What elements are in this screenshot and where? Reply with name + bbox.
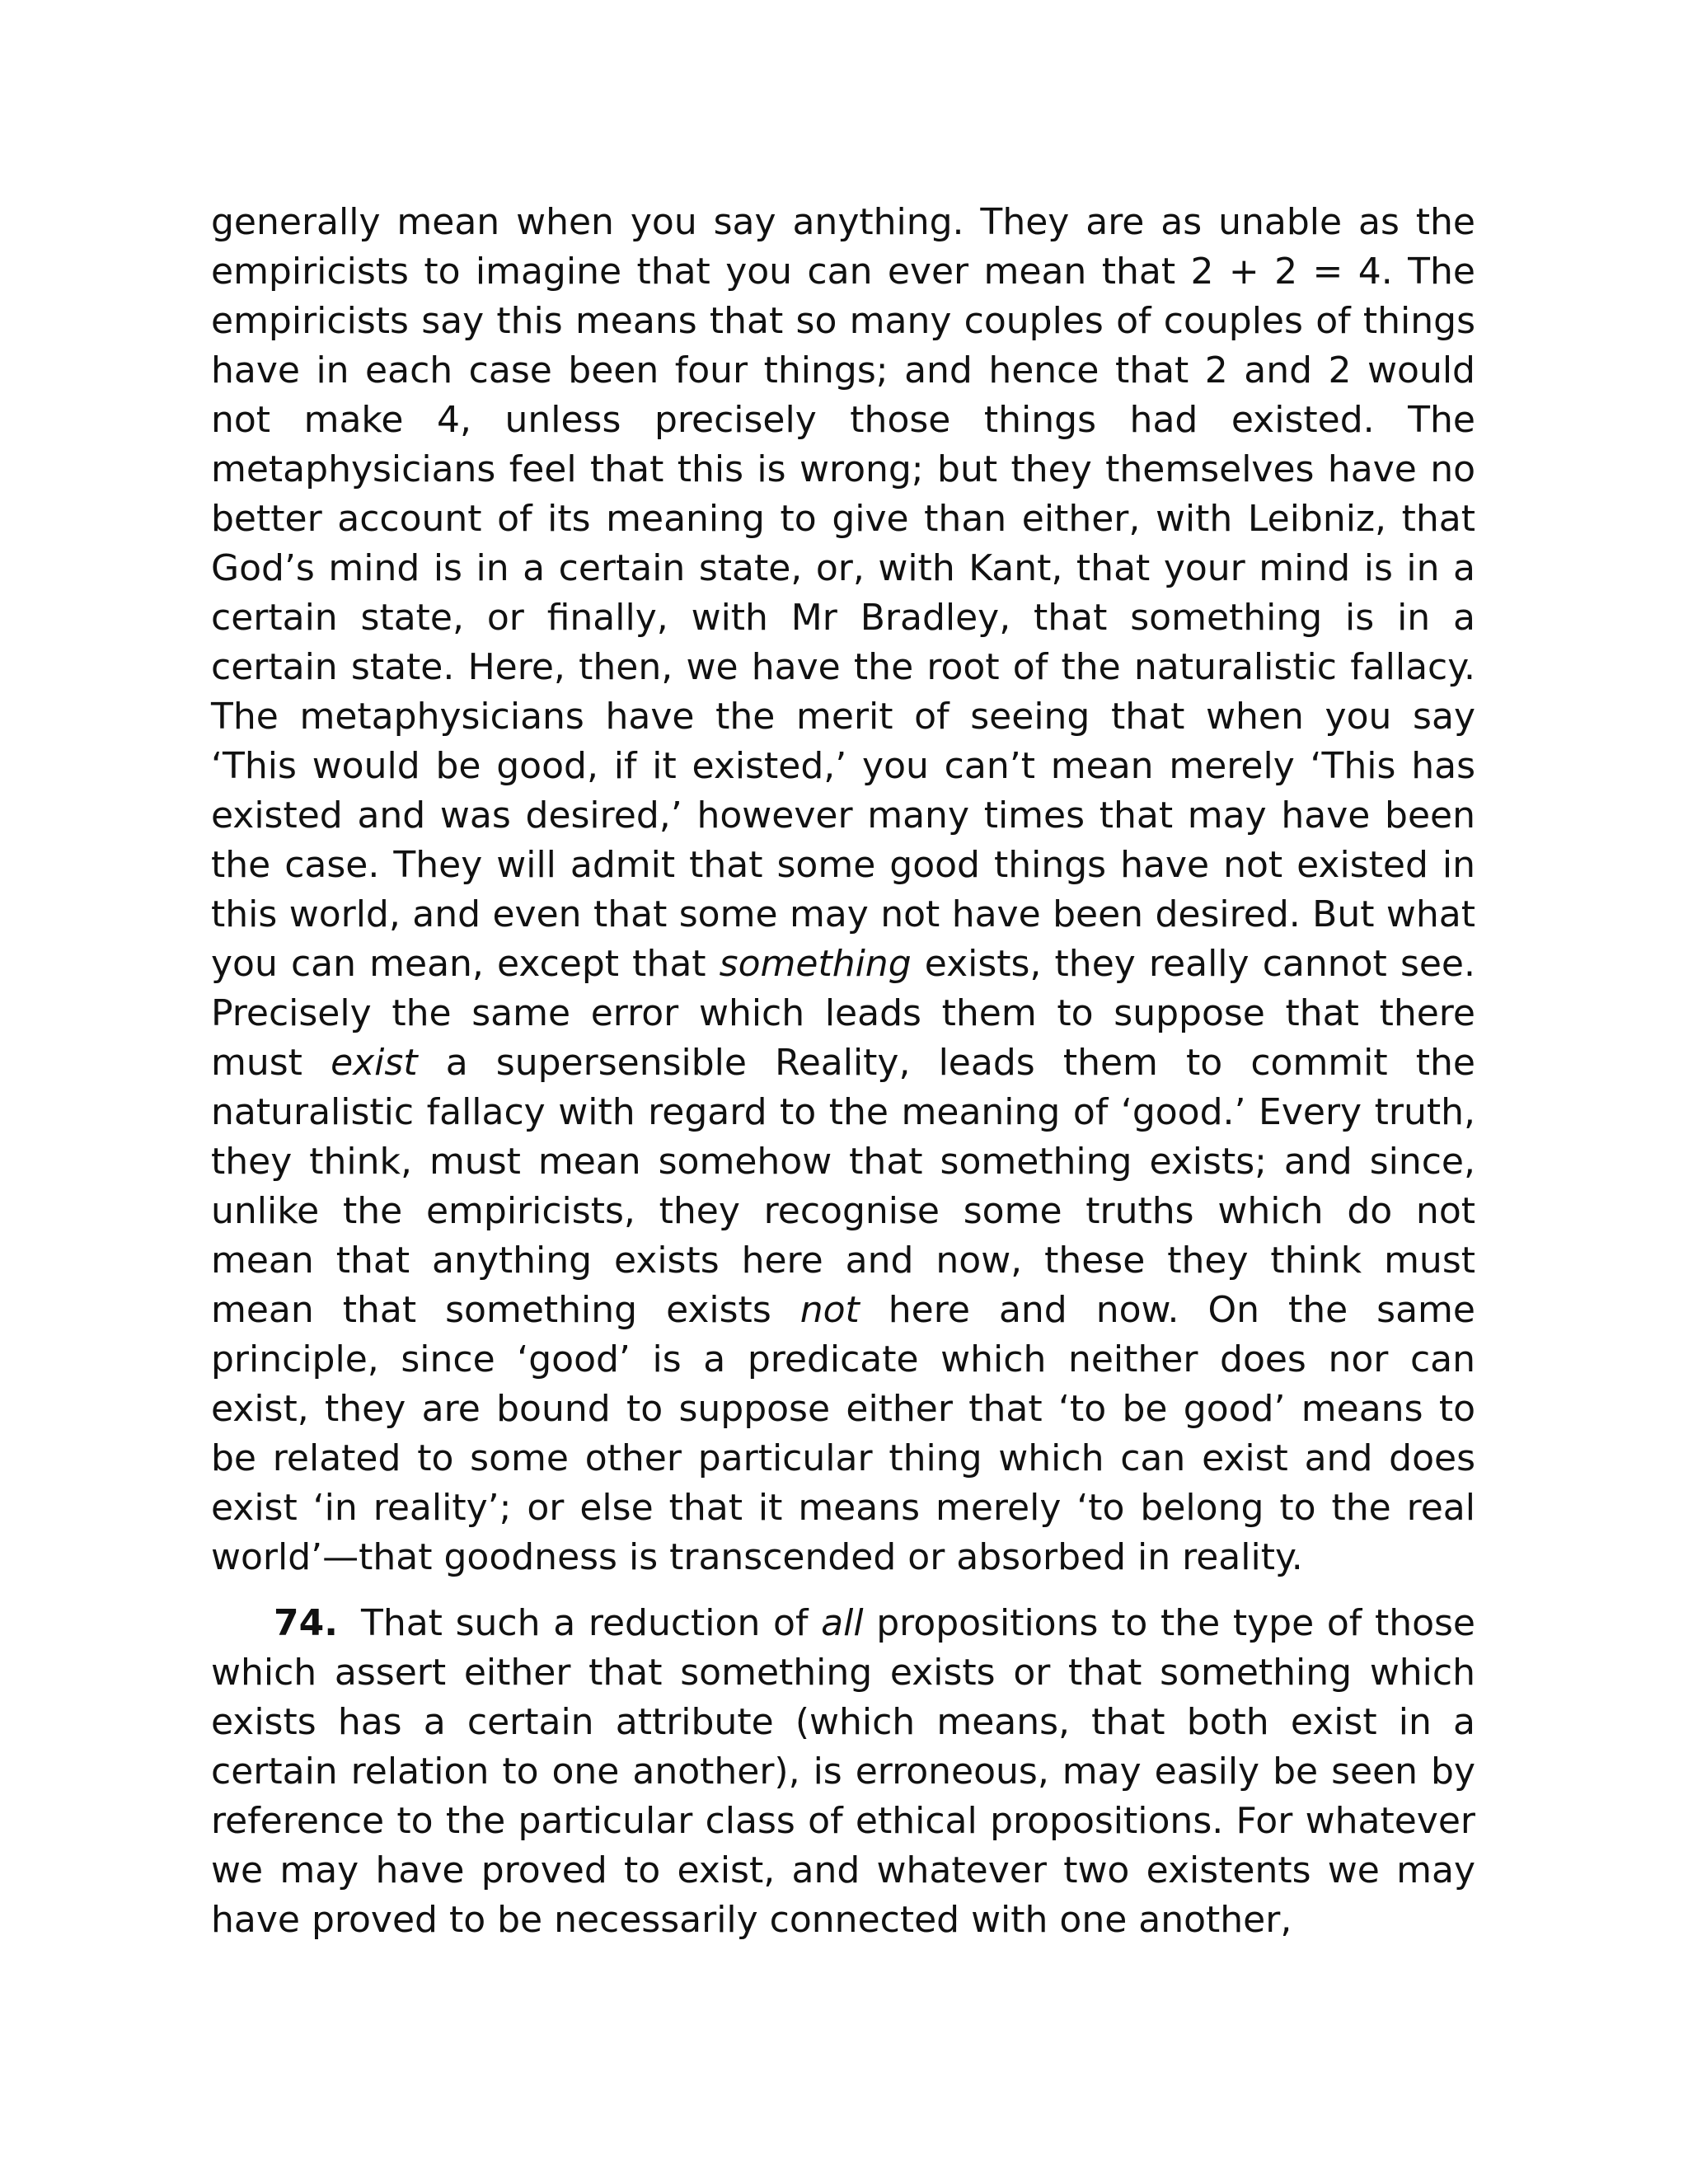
paragraph-text: generally mean when you say anything. They are as unable as the empiricists to imagine that you can ever mean that 2 + 2 = 4. The empiricists say this means that so many couples of couples of things have in each case been four things; and hence that 2 and 2 would not make 4, unless precisely those things had existed. The metaphysicians feel that this is wrong; but they themselves have no better account of its meaning to give than either, with Leibniz, that God’s mind is in a certain state, or, with Kant, that your mind is in a certain state, or finally, with Mr Bradley, that something is in a certain state. Here, then, we have the root of the naturalistic fallacy. The metaphysicians have the merit of seeing that when you say ‘This would be good, if it existed,’ you can’t mean merely ‘This has existed and was desired,’ however many times that may have been the case. They will admit that some good things have not existed in this world, and even that some may not have been desired. But what you can mean, except that — [211, 201, 1475, 985]
italic-word: all — [821, 1602, 864, 1644]
italic-word: exist — [331, 1042, 418, 1084]
paragraph-text: here and now. On the same principle, since ‘good’ is a predicate which neither does nor can exist, they are bound to suppose either that ‘to be good’ means to be related to some other particular thing which can exist and does exist ‘in reality’; or else that it means merely ‘to belong to the real world’—that goodness is transcended or absorbed in reality. — [211, 1289, 1475, 1578]
paragraph-section-74 — [211, 1599, 1475, 1945]
body-text — [211, 198, 1475, 1945]
italic-word: something — [719, 943, 912, 985]
italic-word: not — [799, 1289, 860, 1331]
paragraph-text: That such a reduction of — [360, 1602, 822, 1644]
paragraph-text: propositions to the type of those which assert either that something exists or that something which exists has a certain attribute (which means, that both exist in a certain relation to one another), is erroneous, may easily be seen by reference to the particular class of ethical propositions. For whatever we may have proved to exist, and whatever two existents we may have proved to be necessarily connected with one another, — [211, 1602, 1475, 1941]
paragraph-text: a supersensible Reality, leads them to commit the naturalistic fallacy with regard to the meaning of ‘good.’ Every truth, they think, must mean somehow that something exists; and since, unlike the empiricists, they recognise some truths which do not mean that anything exists here and now, these they think must mean that something exists — [211, 1042, 1475, 1331]
section-number: 74. — [274, 1602, 338, 1644]
paragraph-text: exists, they really cannot see. Precisely the same error which leads them to suppose that there must — [211, 943, 1475, 1084]
paragraph-continued — [211, 198, 1475, 1582]
